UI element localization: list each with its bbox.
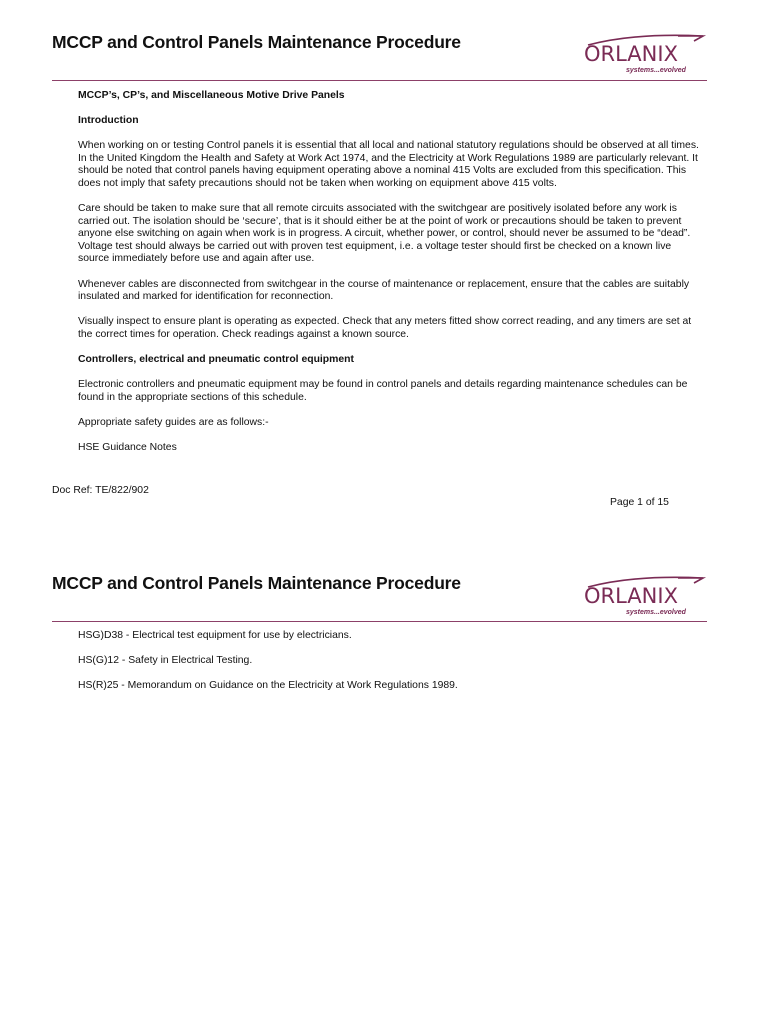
- guidance-label: HSE Guidance Notes: [78, 441, 177, 453]
- intro-paragraph-3: Whenever cables are disconnected from switchgear in the course of maintenance or replacement, ensure that the cables are suitably insulated and marked for identification for reconnection.: [78, 278, 690, 303]
- section-title: MCCP’s, CP’s, and Miscellaneous Motive Drive Panels: [78, 90, 345, 101]
- intro-paragraph-4: Visually inspect to ensure plant is operating as expected. Check that any meters fitted show correct reading, and any timers are set at the correct times for operation. Check readings against a known source.: [78, 316, 692, 340]
- logo-wordmark: ORLANIX: [584, 42, 678, 66]
- intro-heading: Introduction: [78, 115, 139, 127]
- orlanix-logo: [582, 576, 708, 626]
- page-1-body: [78, 90, 703, 467]
- controllers-paragraph: Electronic controllers and pneumatic equipment may be found in control panels and details regarding maintenance schedules can be found in the appropriate sections of this schedule.: [78, 379, 688, 403]
- logo-tagline: systems...evolved: [626, 67, 686, 74]
- page-title: MCCP and Control Panels Maintenance Procedure: [52, 573, 461, 593]
- logo-tagline: systems...evolved: [626, 609, 686, 616]
- intro-paragraph-2: Care should be taken to make sure that all remote circuits associated with the switchgear are positively isolated before any work is carried out. The isolation should be ‘secure’, that is it should either be at the point of work or precautions should be taken to prevent anyone else switching on again when work is in progress. A circuit, whether power, or control, should never be assumed to be “dead”. Voltage test should always be carried out with proven test equipment, i.e. a voltage tester should first be checked on a known live source immediately before use and again after use.: [78, 203, 691, 265]
- orlanix-logo: [582, 34, 708, 84]
- logo-wordmark: ORLANIX: [584, 584, 678, 608]
- page-2-body: [78, 630, 703, 705]
- header-divider: [52, 621, 707, 622]
- controllers-heading: Controllers, electrical and pneumatic control equipment: [78, 353, 354, 365]
- intro-paragraph-1: When working on or testing Control panels it is essential that all local and national statutory regulations should be observed at all times. In the United Kingdom the Health and Safety at Work Act 1974, and the Electricity at Work Regulations 1989 are particularly relevant. It should be noted that control panels having equipment operating above a nominal 415 Volts are excluded from this specification. This does not imply that safety precautions should not be taken when working on equipment above 415 volts.: [78, 140, 699, 189]
- doc-reference: Doc Ref: TE/822/902: [52, 485, 149, 496]
- safety-intro: Appropriate safety guides are as follows:-: [78, 416, 269, 428]
- page-number: Page 1 of 15: [610, 497, 669, 508]
- reference-line: HSG)D38 - Electrical test equipment for use by electricians.: [78, 630, 352, 641]
- header-divider: [52, 80, 707, 81]
- reference-line: HS(G)12 - Safety in Electrical Testing.: [78, 655, 253, 667]
- page-title: MCCP and Control Panels Maintenance Procedure: [52, 32, 461, 52]
- document-page-2: [0, 560, 768, 1024]
- reference-line: HS(R)25 - Memorandum on Guidance on the Electricity at Work Regulations 1989.: [78, 680, 458, 692]
